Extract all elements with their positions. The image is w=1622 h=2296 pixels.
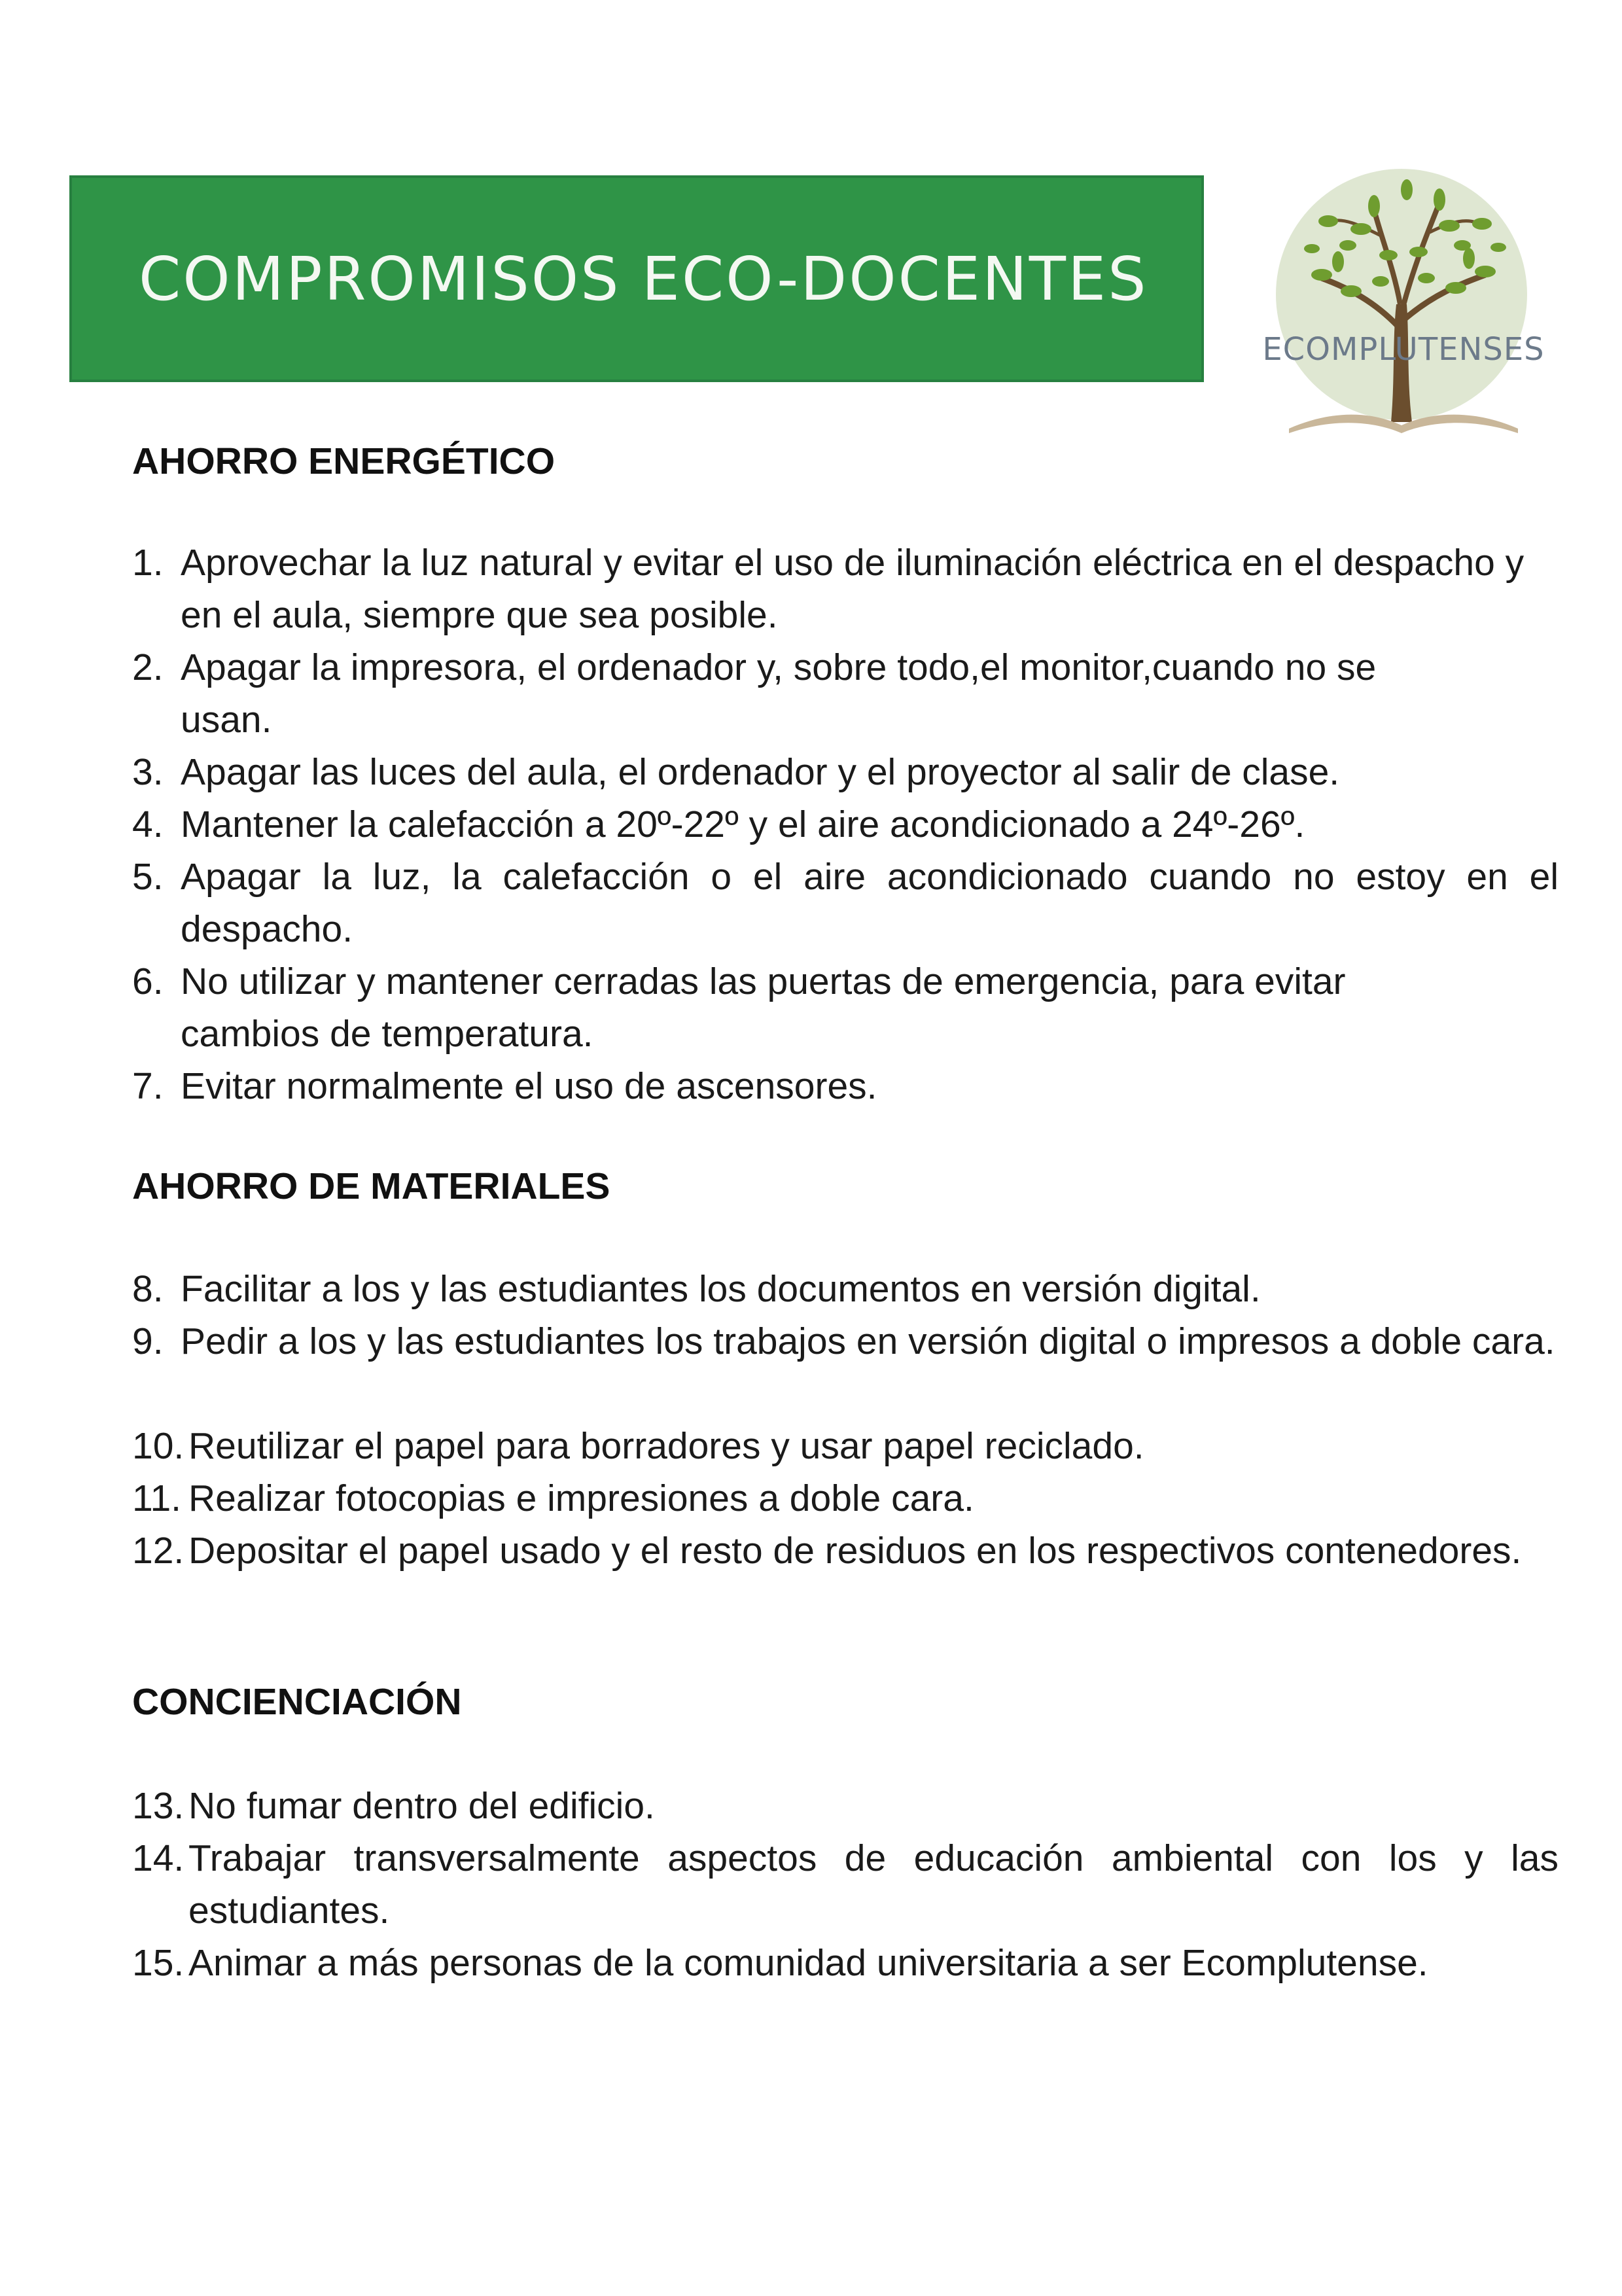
item-number: 3. [132, 751, 164, 793]
item-number: 4. [132, 804, 164, 845]
list-item [132, 537, 1559, 641]
item-number: 12. [132, 1530, 185, 1572]
list-item [132, 1525, 1559, 1577]
list-item [132, 1420, 1559, 1472]
item-text: Trabajar transversalmente aspectos de educación ambiental con los y las estudiantes. [188, 1837, 1559, 1932]
item-number: 6. [132, 961, 164, 1002]
item-text: Depositar el papel usado y el resto de residuos en los respectivos contenedores. [188, 1530, 1522, 1572]
item-number: 13. [132, 1785, 185, 1827]
item-number: 10. [132, 1425, 185, 1467]
section-heading-concienciacion: CONCIENCIACIÓN [132, 1681, 462, 1723]
item-text: Animar a más personas de la comunidad universitaria a ser Ecomplutense. [188, 1942, 1428, 1984]
item-text: Pedir a los y las estudiantes los trabajos en versión digital o impresos a doble cara. [181, 1320, 1555, 1362]
list-item [132, 1780, 1559, 1832]
item-text: Reutilizar el papel para borradores y usar papel reciclado. [188, 1425, 1144, 1467]
item-text: Evitar normalmente el uso de ascensores. [181, 1065, 877, 1107]
list-item [132, 1472, 1559, 1525]
list-item [132, 746, 1559, 798]
ecomplutenses-logo [1250, 164, 1557, 438]
item-number: 5. [132, 856, 164, 898]
section-heading-ahorro-energetico: AHORRO ENERGÉTICO [132, 440, 555, 482]
logo-text: ECOMPLUTENSES [1262, 331, 1545, 368]
item-number: 14. [132, 1837, 185, 1879]
item-text: Apagar la impresora, el ordenador y, sobre todo,el monitor,cuando no se usan. [181, 646, 1377, 741]
section-heading-ahorro-de-materiales: AHORRO DE MATERIALES [132, 1165, 610, 1207]
list-item [132, 955, 1454, 1060]
item-number: 9. [132, 1320, 164, 1362]
item-text: Realizar fotocopias e impresiones a doble cara. [188, 1477, 974, 1519]
item-number: 11. [132, 1477, 182, 1519]
list-item [132, 1937, 1559, 1989]
item-text: Apagar la luz, la calefacción o el aire acondicionado cuando no estoy en el despacho. [181, 856, 1559, 950]
list-item [132, 1832, 1559, 1937]
title-banner [69, 175, 1204, 382]
list-item [132, 851, 1559, 955]
item-text: Facilitar a los y las estudiantes los documentos en versión digital. [181, 1268, 1261, 1310]
item-number: 7. [132, 1065, 164, 1107]
item-text: Aprovechar la luz natural y evitar el uso de iluminación eléctrica en el despacho y en el aula, siempre que sea posible. [181, 542, 1525, 636]
list-item [132, 641, 1441, 746]
item-number: 2. [132, 646, 164, 688]
item-text: No fumar dentro del edificio. [188, 1785, 655, 1827]
item-text: Mantener la calefacción a 20º-22º y el aire acondicionado a 24º-26º. [181, 804, 1305, 845]
item-number: 15. [132, 1942, 185, 1984]
list-item [132, 1263, 1559, 1315]
list-item [132, 798, 1559, 851]
page-title: COMPROMISOS ECO-DOCENTES [139, 243, 1148, 314]
item-text: Apagar las luces del aula, el ordenador y el proyector al salir de clase. [181, 751, 1340, 793]
list-item [132, 1315, 1559, 1368]
item-text: No utilizar y mantener cerradas las puertas de emergencia, para evitar cambios de temperatura. [181, 961, 1346, 1055]
item-number: 1. [132, 542, 164, 584]
list-item [132, 1060, 1559, 1112]
item-number: 8. [132, 1268, 164, 1310]
